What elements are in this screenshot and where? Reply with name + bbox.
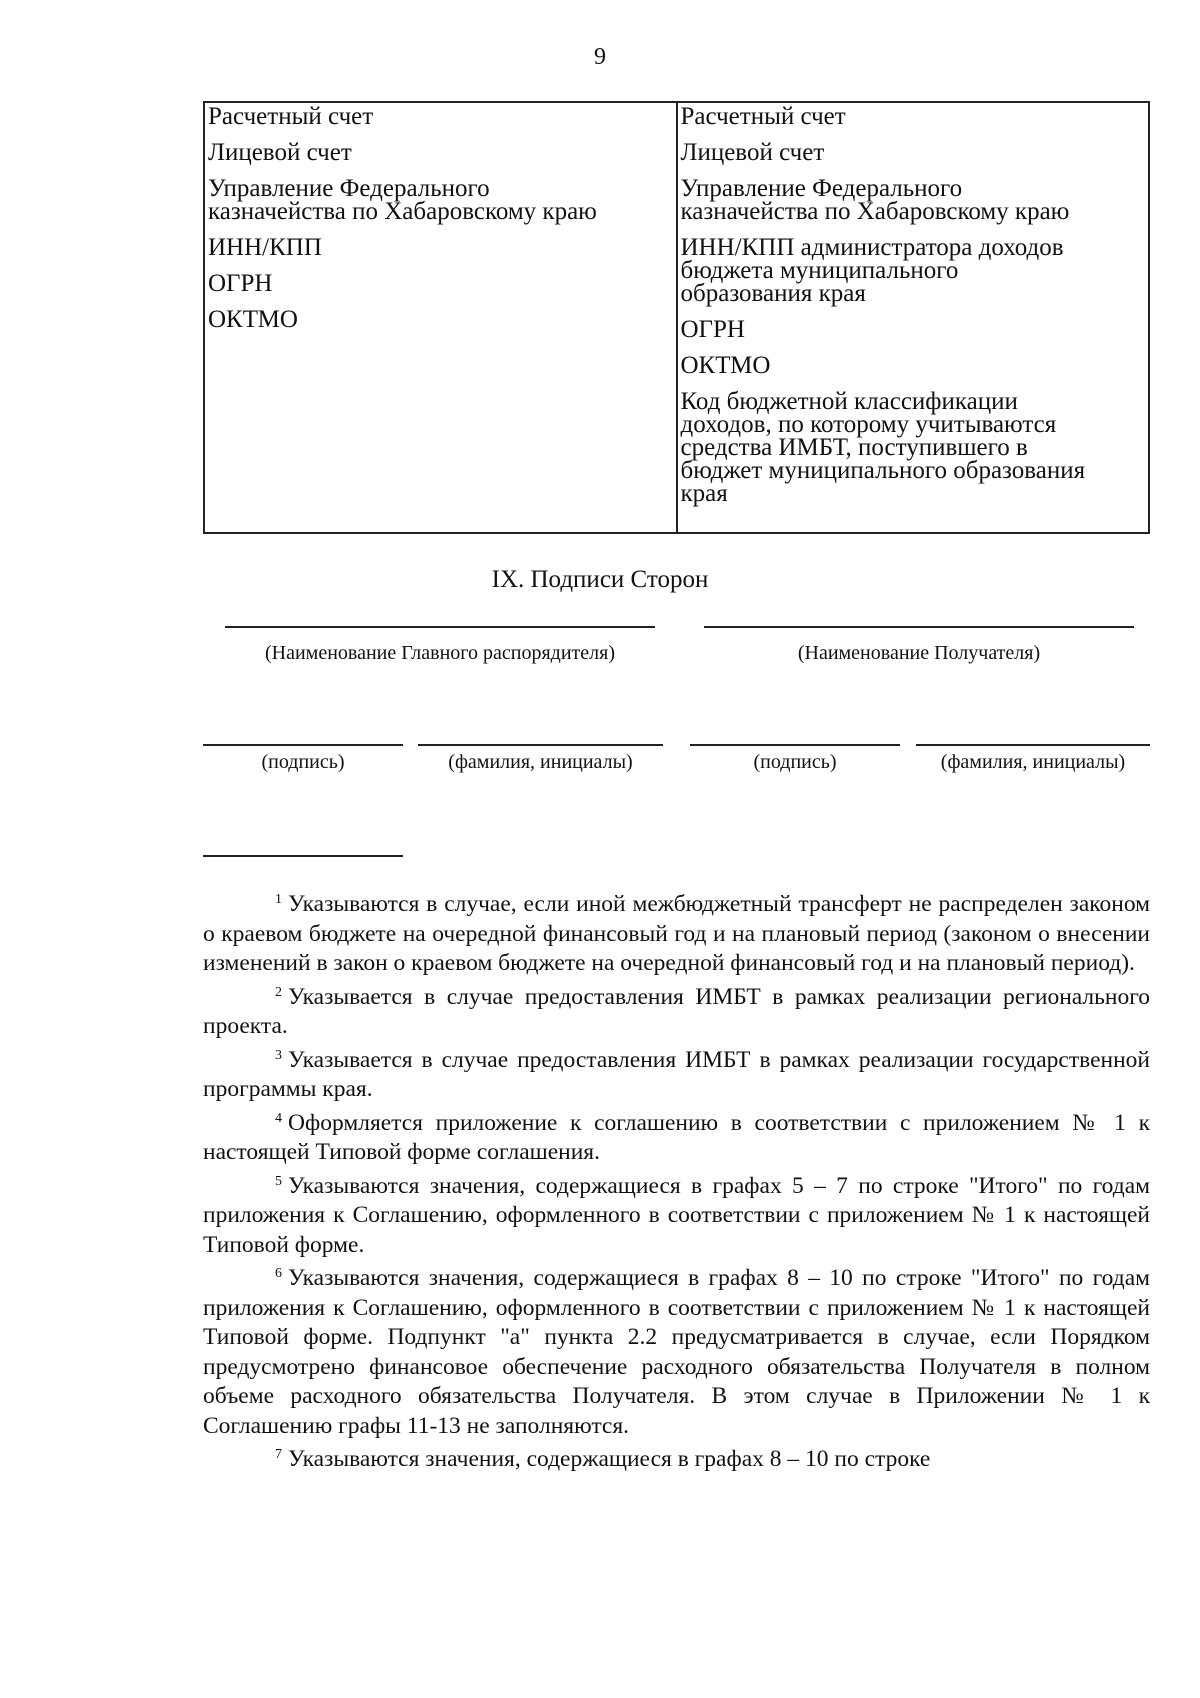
section-title: IX. Подписи Сторон: [491, 566, 709, 593]
grantor-fullname-line: [418, 744, 663, 746]
details-cell: Управление Федерального казначейства по Хабаровскому краю: [680, 175, 1070, 225]
details-cell: ОКТМО: [208, 306, 298, 333]
grantor-name-line: [225, 626, 655, 628]
footnote-text: Указывается в случае предоставления ИМБТ в рамках реализации государственной программы края.: [203, 1046, 1150, 1102]
footnote-mark: 4: [275, 1110, 282, 1126]
details-cell: Управление Федерального казначейства по Хабаровскому краю: [208, 175, 597, 225]
recipient-details-column: [678, 103, 1149, 532]
page-number: 9: [594, 44, 606, 70]
details-cell: Лицевой счет: [208, 139, 352, 166]
footnote-mark: 7: [275, 1447, 282, 1462]
footnote-text: Указываются значения, содержащиеся в графах 8 – 10 по строке: [288, 1446, 931, 1472]
footnote: [203, 1445, 1150, 1475]
details-cell: Лицевой счет: [680, 139, 825, 166]
footnote-separator: [203, 855, 403, 857]
recipient-fullname-caption: (фамилия, инициалы): [940, 751, 1126, 773]
footnote: [203, 983, 1150, 1042]
footnote-mark: 3: [275, 1047, 282, 1063]
footnote-text: Указывается в случае предоставления ИМБТ в рамках реализации регионального проекта.: [203, 983, 1150, 1039]
footnote: [203, 1264, 1150, 1441]
recipient-signature-line: [690, 744, 900, 746]
footnote-mark: 6: [275, 1266, 282, 1281]
grantor-fullname-caption: (фамилия, инициалы): [448, 751, 633, 773]
footnote-text: Указываются значения, содержащиеся в графах 8 – 10 по строке "Итого" по годам приложения к Соглашению, оформленного в соответствии с приложением № 1 к настоящей Типовой форме. Подпункт "а" пункта 2.2 предусматривается в случае, если Порядком предусмотрено финансовое обеспечение расходного обязательства Получателя в полном объеме расходного обязательства Получателя. В этом случае в Приложении № 1 к Соглашению графы 11-13 не заполняются.: [203, 1265, 1150, 1439]
footnote: [203, 1109, 1150, 1168]
recipient-signature-caption: (подпись): [753, 751, 837, 773]
grantor-signature-caption: (подпись): [261, 751, 345, 773]
details-cell: ИНН/КПП: [208, 234, 322, 261]
footnote-mark: 2: [275, 984, 282, 1000]
recipient-name-line: [704, 626, 1134, 628]
footnote-text: Указываются в случае, если иной межбюджетный трансферт не распределен законом о краевом бюджете на очередной финансовый год и на плановый период (законом о внесении изменений в закон о краевом бюджете на очередной финансовый год и на плановый период).: [203, 891, 1150, 976]
details-cell: Расчетный счет: [680, 103, 846, 130]
details-cell: Код бюджетной классификации доходов, по которому учитываются средства ИМБТ, поступившего в бюджет муниципального образования края: [680, 388, 1086, 507]
details-cell: ОГРН: [680, 316, 745, 343]
footnote-text: Оформляется приложение к соглашению в соответствии с приложением № 1 к настоящей Типовой форме соглашения.: [203, 1109, 1150, 1165]
details-cell: ОГРН: [208, 270, 273, 297]
footnote-text: Указываются значения, содержащиеся в графах 5 – 7 по строке "Итого" по годам приложения к Соглашению, оформленного в соответствии с приложением № 1 к настоящей Типовой форме.: [203, 1172, 1150, 1258]
footnote-mark: 5: [275, 1173, 282, 1189]
details-cell: Расчетный счет: [208, 103, 374, 130]
footnote: [203, 1172, 1150, 1261]
details-cell: ОКТМО: [680, 352, 771, 379]
footnotes: [203, 890, 1150, 1479]
footnote-mark: 1: [275, 892, 282, 907]
recipient-fullname-line: [916, 744, 1150, 746]
grantor-signature-line: [203, 744, 403, 746]
details-cell: ИНН/КПП администратора доходов бюджета муниципального образования края: [680, 234, 1064, 307]
grantor-details-column: [205, 103, 678, 532]
bank-details-table: [203, 101, 1150, 534]
recipient-name-caption: (Наименование Получателя): [797, 642, 1041, 664]
footnote: [203, 890, 1150, 979]
footnote: [203, 1046, 1150, 1105]
grantor-name-caption: (Наименование Главного распорядителя): [264, 642, 616, 664]
